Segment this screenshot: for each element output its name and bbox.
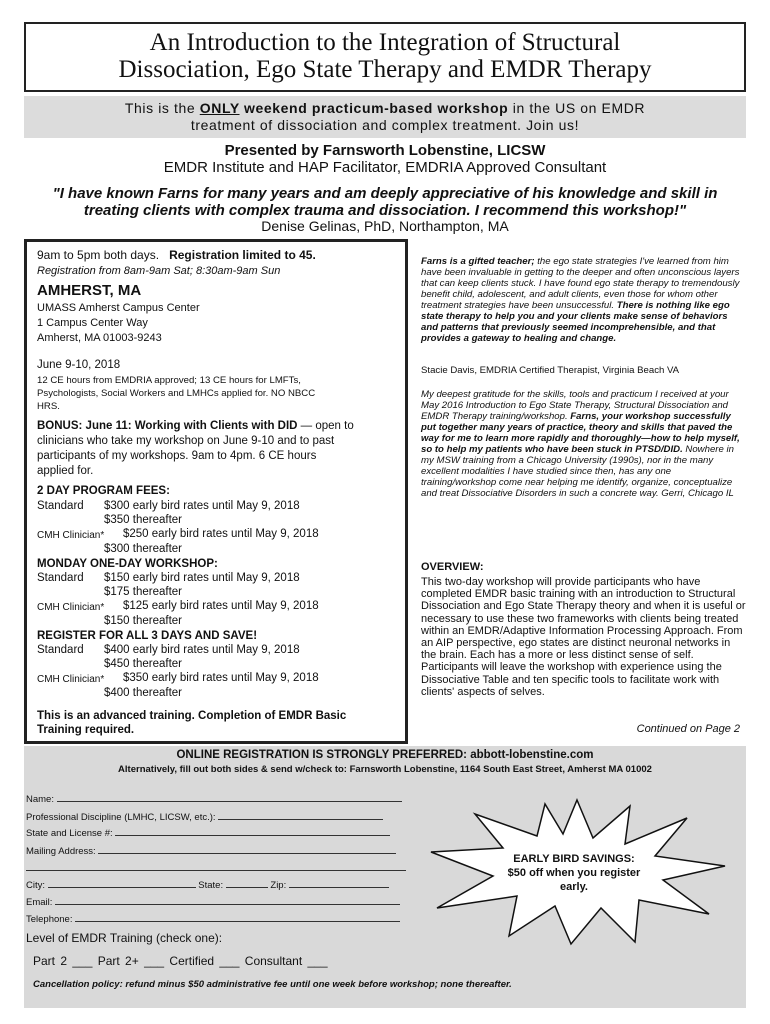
fees-monday-standard-label: Standard xyxy=(37,572,84,584)
registration-times: Registration from 8am-9am Sat; 8:30am-9am Sun xyxy=(37,265,281,277)
bonus-line-4: applied for. xyxy=(37,465,94,477)
intro-band xyxy=(24,96,746,138)
testimonial-davis-lead: Farns is a gifted teacher; xyxy=(421,256,535,267)
name-label: Name: xyxy=(26,794,54,805)
fees-monday-standard-late: $175 thereafter xyxy=(104,586,183,598)
testimonial-gerri-lead: My deepest gratitude for the skills, tools and practicum I received at your May 2016 Introduction to Ego State Therapy, Structural Dissociation and EMDR Therapy training/workshop. xyxy=(421,389,729,422)
state-line[interactable] xyxy=(226,879,268,888)
fees-2day-heading: 2 DAY PROGRAM FEES: xyxy=(37,485,170,497)
testimonial-gerri xyxy=(421,389,746,499)
intro-post: in the US on EMDR xyxy=(508,100,646,116)
early-bird-text xyxy=(504,852,644,894)
training-level-label: Level of EMDR Training (check one): xyxy=(26,931,223,945)
mailing-address-line-2[interactable] xyxy=(26,862,406,871)
profession-label: Professional Discipline (LMHC, LICSW, etc.): xyxy=(26,812,216,823)
fees-3day-cmh-early: $350 early bird rates until May 9, 2018 xyxy=(123,672,319,684)
email-field[interactable] xyxy=(26,896,400,908)
zip-label: Zip: xyxy=(270,880,287,891)
quote-attribution: Denise Gelinas, PhD, Northampton, MA xyxy=(261,218,509,234)
venue-line-2: 1 Campus Center Way xyxy=(37,317,148,329)
fees-monday-cmh-label: CMH Clinician* xyxy=(37,602,105,613)
zip-line[interactable] xyxy=(289,879,389,888)
fees-2day-cmh-label: CMH Clinician* xyxy=(37,530,105,541)
bonus-line-3: participants of my workshops. 9am to 4pm. 6 CE hours xyxy=(37,450,317,462)
cancellation-policy: Cancellation policy: refund minus $50 administrative fee until one week before workshop; none thereafter. xyxy=(33,979,512,990)
presenter-role: EMDR Institute and HAP Facilitator, EMDRIA Approved Consultant xyxy=(163,159,607,176)
early-bird-line-3: early. xyxy=(560,881,588,893)
profession-line[interactable] xyxy=(218,811,383,820)
fees-3day-standard-label: Standard xyxy=(37,644,84,656)
fees-2day-cmh-late: $300 thereafter xyxy=(104,543,183,555)
fees-3day-standard-late: $450 thereafter xyxy=(104,658,183,670)
fees-3day-cmh-label: CMH Clinician* xyxy=(37,674,105,685)
fees-2day-cmh-early: $250 early bird rates until May 9, 2018 xyxy=(123,528,319,540)
testimonial-gerri-body: Nowhere in my MSW training from a Chicago University (1990s), nor in the many excellent modalities I have studied since then, has any one training/workshop come near helping me identify, organize, conceptualize and treat Dissociative Disorders in such a concrete way. Gerri, Chicago IL xyxy=(421,444,734,499)
ce-line-2: Psychologists, Social Workers and LMHCs applied for. NO NBCC xyxy=(37,388,316,399)
document-title xyxy=(26,29,744,83)
fees-monday-cmh-late: $150 thereafter xyxy=(104,615,183,627)
training-level-options[interactable]: Part 2 ___ Part 2+ ___ Certified ___ Consultant ___ xyxy=(33,954,328,968)
presenter-name: Presented by Farnsworth Lobenstine, LICSW xyxy=(224,142,546,159)
fees-3day-standard-early: $400 early bird rates until May 9, 2018 xyxy=(104,644,300,656)
telephone-line[interactable] xyxy=(75,913,400,922)
title-line-2: Dissociation, Ego State Therapy and EMDR Therapy xyxy=(118,56,652,83)
state-license-line[interactable] xyxy=(115,827,390,836)
fees-2day-standard-label: Standard xyxy=(37,500,84,512)
bonus-text-1: — open to xyxy=(297,420,354,432)
intro-only: ONLY xyxy=(199,100,240,116)
intro-bold: weekend practicum-based workshop xyxy=(239,100,509,116)
name-line[interactable] xyxy=(57,793,402,802)
venue-line-1: UMASS Amherst Campus Center xyxy=(37,302,200,314)
mailing-address-label: Mailing Address: xyxy=(26,846,96,857)
fees-monday-heading: MONDAY ONE-DAY WORKSHOP: xyxy=(37,558,218,570)
telephone-label: Telephone: xyxy=(26,914,73,925)
title-line-1: An Introduction to the Integration of Structural xyxy=(149,29,621,56)
testimonial-davis-bold: There is nothing like ego state therapy to help you and your clients make sense of behaviors and patterns that previously seemed incomprehensible, and that provides a gateway to healing and change. xyxy=(421,300,730,344)
hours-line xyxy=(37,249,316,262)
state-license-field[interactable] xyxy=(26,827,390,839)
overview-heading: OVERVIEW: xyxy=(421,561,484,573)
mail-registration-note: Alternatively, fill out both sides & send w/check to: Farnsworth Lobenstine, 1164 South East Street, Amherst MA 01002 xyxy=(118,764,652,775)
testimonial-davis-attribution: Stacie Davis, EMDRIA Certified Therapist, Virginia Beach VA xyxy=(421,365,680,376)
fees-monday-cmh-early: $125 early bird rates until May 9, 2018 xyxy=(123,600,319,612)
fees-monday-standard-early: $150 early bird rates until May 9, 2018 xyxy=(104,572,300,584)
state-license-label: State and License #: xyxy=(26,828,113,839)
city-heading: AMHERST, MA xyxy=(37,282,142,299)
workshop-details-box xyxy=(24,239,408,744)
quote-line-2: treating clients with complex trauma and dissociation. I recommend this workshop!" xyxy=(83,202,687,219)
title-box xyxy=(24,22,746,92)
fees-2day-standard-early: $300 early bird rates until May 9, 2018 xyxy=(104,500,300,512)
venue-line-3: Amherst, MA 01003-9243 xyxy=(37,332,162,344)
telephone-field[interactable] xyxy=(26,913,400,925)
online-registration-note: ONLINE REGISTRATION IS STRONGLY PREFERRED: abbott-lobenstine.com xyxy=(176,749,594,761)
early-bird-line-1: EARLY BIRD SAVINGS: xyxy=(513,853,635,865)
testimonial-davis-body: the ego state strategies I've learned from him have been invaluable in getting to the deeper and often unconscious layers that can keep clients stuck. I have found ego state therapy to tremendously benefit child, adolescent, and adult clients, even those for whom other treatment strategies have been unsuccessful. xyxy=(421,256,740,311)
mailing-address-field-2[interactable] xyxy=(26,862,406,874)
bonus-line-2: clinicians who take my workshop on June 9-10 and to past xyxy=(37,435,335,447)
email-label: Email: xyxy=(26,897,53,908)
continued-note: Continued on Page 2 xyxy=(636,723,740,735)
testimonial-davis xyxy=(421,256,746,344)
fees-3day-cmh-late: $400 thereafter xyxy=(104,687,183,699)
intro-text xyxy=(24,100,746,134)
testimonial-gerri-bold: Farns, your workshop successfully put together many years of practice, theory and skills that paved the way for me to learn more rapidly and thoroughly—how to help myself, so to help my patients who have been stuck in PTSD/DID. xyxy=(421,411,740,455)
testimonial-quote xyxy=(24,185,746,219)
limit-text: Registration limited to 45. xyxy=(169,248,316,262)
ce-line-1: 12 CE hours from EMDRIA approved; 13 CE hours for LMFTs, xyxy=(37,375,301,386)
city-label: City: xyxy=(26,880,45,891)
workshop-dates: June 9-10, 2018 xyxy=(37,359,121,371)
fees-3day-heading: REGISTER FOR ALL 3 DAYS AND SAVE! xyxy=(37,630,258,642)
mailing-address-line[interactable] xyxy=(98,845,396,854)
bonus-line-1 xyxy=(37,420,354,433)
city-state-zip-field[interactable] xyxy=(26,879,389,891)
advanced-note-1: This is an advanced training. Completion of EMDR Basic xyxy=(37,710,347,722)
fees-2day-standard-late: $350 thereafter xyxy=(104,514,183,526)
intro-line-2: treatment of dissociation and complex treatment. Join us! xyxy=(190,117,580,133)
ce-line-3: HRS. xyxy=(37,401,60,412)
overview-body: This two-day workshop will provide participants who have completed EMDR basic training with an introduction to Structural Dissociation and Ego State Therapy theory and when it is useful or necessary to use these two frameworks with clients being treated within an EMDR/Adaptive Information Processing Approach. From an AIP perspective, ego states are distinct neuronal networks in the brain. Each has a more or less distinct sense of self. Participants will leave the workshop with experience using the Dissociative Table and ten specific tools to facilitate work with clients' aspects of selves. xyxy=(421,576,746,698)
mailing-address-field[interactable] xyxy=(26,845,396,857)
advanced-note-2: Training required. xyxy=(37,724,135,736)
email-line[interactable] xyxy=(55,896,400,905)
quote-line-1: "I have known Farns for many years and am deeply appreciative of his knowledge and skill in xyxy=(52,185,718,202)
name-field[interactable] xyxy=(26,793,402,805)
early-bird-line-2: $50 off when you register xyxy=(507,867,641,879)
state-label: State: xyxy=(198,880,224,891)
city-line[interactable] xyxy=(48,879,196,888)
profession-field[interactable] xyxy=(26,811,383,823)
intro-pre: This is the xyxy=(124,100,200,116)
bonus-heading: BONUS: June 11: Working with Clients with DID xyxy=(37,420,298,432)
hours-text: 9am to 5pm both days. xyxy=(37,248,160,262)
